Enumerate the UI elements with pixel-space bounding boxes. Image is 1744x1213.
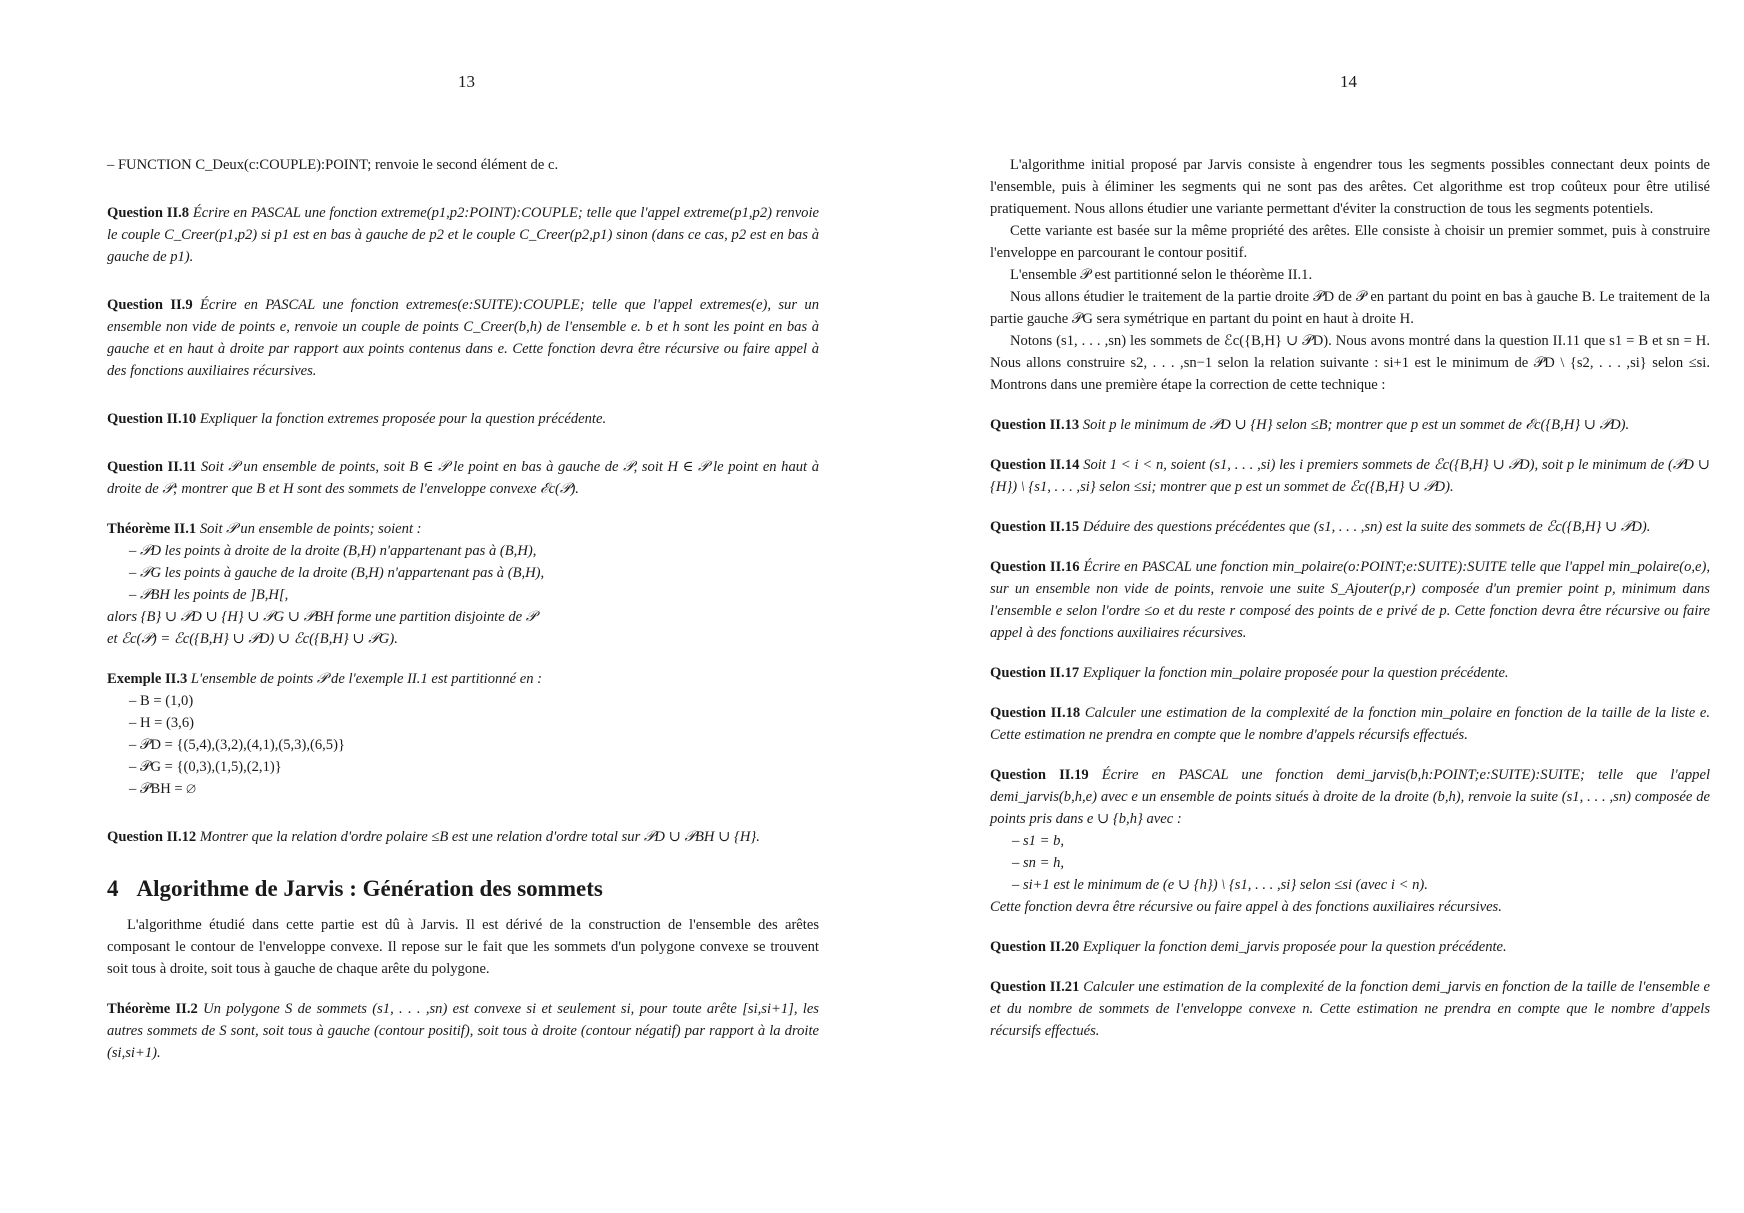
list-item: – H = (3,6) [129, 712, 819, 734]
example-ii-3 [107, 668, 819, 800]
section-number: 4 [107, 876, 119, 901]
question-label: Question II.19 [990, 767, 1089, 783]
question-ii-14 [990, 454, 1710, 498]
paragraph: L'algorithme initial proposé par Jarvis consiste à engendrer tous les segments possibles connectant deux points de l'ensemble, puis à éliminer les segments qui ne sont pas des arêtes. Cet algorithme est trop coûteux pour être utilisé pratiquement. Nous allons étudier une variante permettant d'éviter la construction de tous les segments potentiels. [990, 157, 1710, 217]
question-label: Question II.13 [990, 417, 1080, 433]
list-item: – 𝒫G les points à gauche de la droite (B,H) n'appartenant pas à (B,H), [129, 562, 819, 584]
theorem-conclusion: et ℰc(𝒫) = ℰc({B,H} ∪ 𝒫D) ∪ ℰc({B,H} ∪ 𝒫G). [107, 631, 398, 647]
question-ii-12 [107, 826, 819, 848]
question-text: Expliquer la fonction min_polaire proposée pour la question précédente. [1082, 665, 1509, 681]
function-item: – FUNCTION C_Deux(c:COUPLE):POINT; renvoie le second élément de c. [107, 157, 559, 173]
right-page [872, 0, 1744, 1213]
question-text: Déduire des questions précédentes que (s1, . . . ,sn) est la suite des sommets de ℰc({B,H} ∪ 𝒫D). [1082, 519, 1651, 535]
question-ii-21 [990, 976, 1710, 1042]
list-item: – 𝒫BH = ∅ [129, 778, 819, 800]
question-text: Expliquer la fonction extremes proposée pour la question précédente. [199, 411, 607, 427]
theorem-conclusion: alors {B} ∪ 𝒫D ∪ {H} ∪ 𝒫G ∪ 𝒫BH forme une partition disjointe de 𝒫 [107, 609, 537, 625]
question-text: Écrire en PASCAL une fonction min_polaire(o:POINT;e:SUITE):SUITE telle que l'appel min_polaire(o,e), sur un ensemble non vide de points, renvoie une suite S_Ajouter(p,r) composée d'un premier point p, minimum dans l'ensemble e selon l'ordre ≤o et du reste r composé des points de e privé de p. Cette fonction devra être récursive ou faire appel à des fonctions auxiliaires récursives. [990, 559, 1711, 641]
question-text: Soit 1 < i < n, soient (s1, . . . ,si) les i premiers sommets de ℰc({B,H} ∪ 𝒫D), soit p le minimum de (𝒫D ∪ {H}) \ {s1, . . . ,si} selon ≤si; montrer que p est un sommet de ℰc({B,H} ∪ 𝒫D). [990, 457, 1711, 495]
question-ii-8 [107, 202, 819, 268]
question-label: Question II.8 [107, 205, 190, 221]
page-number: 14 [1340, 72, 1357, 91]
question-label: Question II.9 [107, 297, 193, 313]
left-column [107, 154, 819, 1064]
question-ii-17 [990, 662, 1710, 684]
theorem-label: Théorème II.1 [107, 521, 197, 537]
question-label: Question II.12 [107, 829, 197, 845]
question-ii-19 [990, 764, 1710, 918]
paragraph: L'algorithme étudié dans cette partie est dû à Jarvis. Il est dérivé de la construction de l'ensemble des arêtes composant le contour de l'enveloppe convexe. Il repose sur le fait que les sommets d'un polygone convexe se trouvent soit tous à droite, soit tous à gauche de chaque arête du polygone. [107, 917, 819, 977]
page-number: 13 [458, 72, 475, 91]
theorem-text: Un polygone S de sommets (s1, . . . ,sn) est convexe si et seulement si, pour toute arête [si,si+1], les autres sommets de S sont, soit tous à gauche (contour positif), soit tous à droite (contour négatif) par rapport à la droite (si,si+1). [107, 1001, 819, 1061]
right-column [990, 154, 1710, 1042]
question-text: Écrire en PASCAL une fonction extreme(p1,p2:POINT):COUPLE; telle que l'appel extreme(p1,p2) renvoie le couple C_Creer(p1,p2) si p1 est en bas à gauche de p2 et le couple C_Creer(p2,p1) sinon (dans ce cas, p2 est en bas à gauche de p1). [107, 205, 819, 265]
question-label: Question II.11 [107, 459, 197, 475]
question-ii-20 [990, 936, 1710, 958]
list-item: – 𝒫G = {(0,3),(1,5),(2,1)} [129, 756, 819, 778]
question-text: Calculer une estimation de la complexité de la fonction min_polaire en fonction de la taille de la liste e. Cette estimation ne prendra en compte que le nombre d'appels récursifs effectués. [990, 705, 1710, 743]
question-list [990, 830, 1710, 896]
theorem-ii-1 [107, 518, 819, 650]
theorem-list [107, 540, 819, 606]
list-item: – sn = h, [1012, 852, 1710, 874]
question-label: Question II.17 [990, 665, 1080, 681]
question-label: Question II.21 [990, 979, 1080, 995]
paragraph: Notons (s1, . . . ,sn) les sommets de ℰc({B,H} ∪ 𝒫D). Nous avons montré dans la question II.11 que s1 = B et sn = H. Nous allons construire s2, . . . ,sn−1 selon la relation suivante : si+1 est le minimum de 𝒫D \ {s2, . . . ,si} selon ≤si. Montrons dans une première étape la correction de cette technique : [990, 333, 1710, 393]
question-text: Expliquer la fonction demi_jarvis proposée pour la question précédente. [1082, 939, 1507, 955]
question-ii-10 [107, 408, 819, 430]
question-ii-16 [990, 556, 1710, 644]
list-item: – 𝒫D = {(5,4),(3,2),(4,1),(5,3),(6,5)} [129, 734, 819, 756]
question-text: Écrire en PASCAL une fonction demi_jarvis(b,h:POINT;e:SUITE):SUITE; telle que l'appel demi_jarvis(b,h,e) avec e un ensemble de points situés à droite de la droite (b,h), renvoie la suite (s1, . . . ,sn) composée de points pris dans e ∪ {b,h} avec : [990, 767, 1710, 827]
paragraph: Nous allons étudier le traitement de la partie droite 𝒫D de 𝒫 en partant du point en bas à gauche B. Le traitement de la partie gauche 𝒫G sera symétrique en partant du point en haut à droite H. [990, 289, 1710, 327]
theorem-text: Soit 𝒫 un ensemble de points; soient : [199, 521, 422, 537]
list-item: – si+1 est le minimum de (e ∪ {h}) \ {s1, . . . ,si} selon ≤si (avec i < n). [1012, 874, 1710, 896]
question-text: Écrire en PASCAL une fonction extremes(e:SUITE):COUPLE; telle que l'appel extremes(e), sur un ensemble non vide de points e, renvoie un couple de points C_Creer(b,h) de l'ensemble e. b et h sont les point en bas à gauche et en haut à droite par rapport aux points contenus dans e. Cette fonction devra être récursive ou faire appel à des fonctions auxiliaires récursives. [107, 297, 819, 379]
list-item: – s1 = b, [1012, 830, 1710, 852]
section-title: Algorithme de Jarvis : Génération des sommets [136, 876, 603, 901]
question-text: Montrer que la relation d'ordre polaire ≤B est une relation d'ordre total sur 𝒫D ∪ 𝒫BH ∪ {H}. [199, 829, 760, 845]
question-tail: Cette fonction devra être récursive ou faire appel à des fonctions auxiliaires récursives. [990, 899, 1502, 915]
example-list [107, 690, 819, 800]
question-text: Calculer une estimation de la complexité de la fonction demi_jarvis en fonction de la taille de l'ensemble e et du nombre de sommets de l'enveloppe convexe n. Cette estimation ne prendra en compte que le nombre d'appels récursifs effectués. [990, 979, 1710, 1039]
question-ii-11 [107, 456, 819, 500]
list-item: – B = (1,0) [129, 690, 819, 712]
question-label: Question II.18 [990, 705, 1081, 721]
question-ii-13 [990, 414, 1710, 436]
question-ii-9 [107, 294, 819, 382]
paragraph: Cette variante est basée sur la même propriété des arêtes. Elle consiste à choisir un premier sommet, puis à construire l'enveloppe en parcourant le contour positif. [990, 223, 1710, 261]
question-ii-15 [990, 516, 1710, 538]
question-text: Soit p le minimum de 𝒫D ∪ {H} selon ≤B; montrer que p est un sommet de ℰc({B,H} ∪ 𝒫D). [1082, 417, 1630, 433]
list-item: – 𝒫D les points à droite de la droite (B,H) n'appartenant pas à (B,H), [129, 540, 819, 562]
paragraph: L'ensemble 𝒫 est partitionné selon le théorème II.1. [1010, 267, 1313, 283]
question-ii-18 [990, 702, 1710, 746]
question-label: Question II.16 [990, 559, 1080, 575]
question-label: Question II.20 [990, 939, 1080, 955]
example-label: Exemple II.3 [107, 671, 188, 687]
question-label: Question II.10 [107, 411, 197, 427]
list-item: – 𝒫BH les points de ]B,H[, [129, 584, 819, 606]
section-heading [107, 878, 819, 900]
theorem-ii-2 [107, 998, 819, 1064]
question-text: Soit 𝒫 un ensemble de points, soit B ∈ 𝒫 le point en bas à gauche de 𝒫, soit H ∈ 𝒫 le point en haut à droite de 𝒫; montrer que B et H sont des sommets de l'enveloppe convexe ℰc(𝒫). [107, 459, 819, 497]
question-label: Question II.14 [990, 457, 1080, 473]
question-label: Question II.15 [990, 519, 1080, 535]
theorem-label: Théorème II.2 [107, 1001, 198, 1017]
example-text: L'ensemble de points 𝒫 de l'exemple II.1 est partitionné en : [190, 671, 543, 687]
